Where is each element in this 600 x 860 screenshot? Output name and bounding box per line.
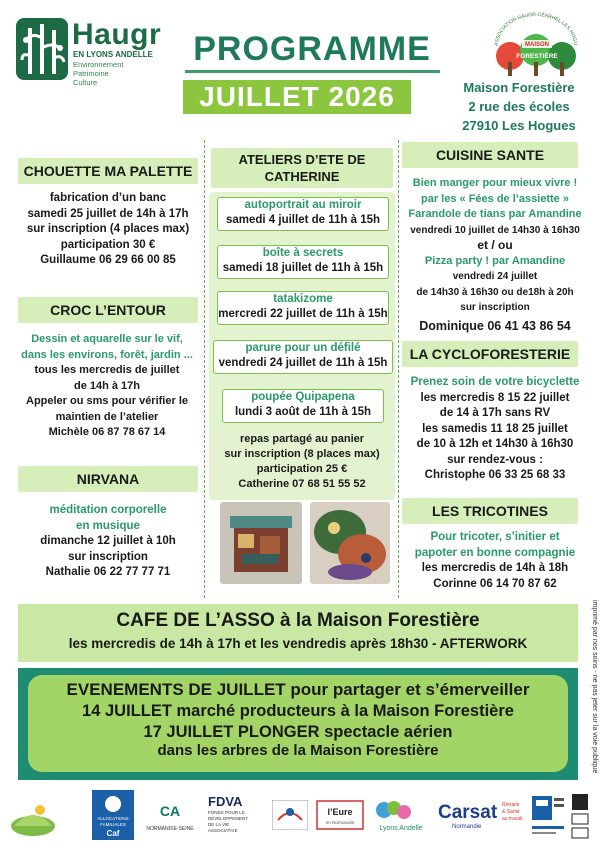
ateliers-info xyxy=(206,432,398,492)
palette-line: sur inscription (4 places max) xyxy=(26,223,190,235)
carsat-logo-icon xyxy=(436,794,524,838)
croc-line: tous les mercredis de juillet xyxy=(34,364,180,376)
nirvana-line: Nathalie 06 22 77 77 71 xyxy=(45,566,171,578)
cyclo-line: les mercredis 8 15 22 juillet xyxy=(420,391,570,404)
fdva-line: ASSOCIATIVE xyxy=(208,828,238,833)
side-note: imprimé par nos soins - ne pas jeter sur la voie publique xyxy=(591,600,598,774)
logo-maison-text: MAISON xyxy=(525,42,549,48)
address-block xyxy=(448,78,590,135)
croc-details xyxy=(10,332,204,441)
textile-photo xyxy=(310,502,390,584)
cuisine-green-line: Bien manger pour mieux vivre ! xyxy=(412,177,578,189)
workshop-date: mercredi 22 juillet de 11h à 15h xyxy=(218,308,388,320)
palette-details xyxy=(12,191,204,269)
ateliers-info-line: sur inscription (8 places max) xyxy=(224,448,380,460)
tricotines-details xyxy=(398,530,592,592)
workshop-card xyxy=(213,340,393,374)
column-divider-left xyxy=(204,140,205,598)
tricotines-line: Corinne 06 14 70 87 62 xyxy=(433,577,557,590)
nirvana-line: sur inscription xyxy=(68,550,148,563)
cuisine-line: de 14h30 à 16h30 ou de18h à 20h xyxy=(416,286,574,298)
croc-green-line: dans les environs, forêt, jardin ... xyxy=(21,348,193,361)
carsat-region: Normandie xyxy=(452,824,482,830)
events-title: EVENEMENTS DE JUILLET pour partager et s’émerveiller xyxy=(66,680,530,699)
workshop-card xyxy=(217,245,389,279)
cuisine-line: vendredi 24 juillet xyxy=(452,271,538,282)
eure-logo-icon xyxy=(316,800,364,830)
cuisine-heading: CUISINE SANTE xyxy=(402,142,578,168)
cuisine-date-1: vendredi 10 juillet de 14h30 à 16h30 xyxy=(410,224,580,236)
cuisine-line: sur inscription xyxy=(460,302,530,313)
ateliers-info-line: Catherine 07 68 51 55 52 xyxy=(238,478,366,490)
ateliers-heading xyxy=(211,148,393,188)
tricotines-heading: LES TRICOTINES xyxy=(402,498,578,524)
maison-forestiere-logo-icon xyxy=(488,12,584,80)
tricotines-green-line: papoter en bonne compagnie xyxy=(414,546,576,559)
palette-line: fabrication d’un banc xyxy=(49,192,167,204)
events-panel xyxy=(28,675,568,772)
nirvana-heading: NIRVANA xyxy=(18,466,198,492)
workshop-name: tatakizome xyxy=(273,293,333,305)
carsat-title: Carsat xyxy=(438,802,498,823)
fdva-line: DÉVELOPPEMENT xyxy=(208,816,249,821)
secret-box-photo xyxy=(220,502,302,584)
cuisine-farandole: Farandole de tians par Amandine xyxy=(408,208,582,220)
croc-green-line: Dessin et aquarelle sur le vif, xyxy=(31,333,183,345)
ateliers-info-line: participation 25 € xyxy=(256,463,348,475)
fdva-title: FDVA xyxy=(208,794,243,809)
program-title: PROGRAMME xyxy=(193,30,431,68)
cyclo-line: de 14 à 17h sans RV xyxy=(439,407,551,419)
fdva-line: FONDS POUR LE xyxy=(208,810,245,815)
cafe-subtitle: les mercredis de 14h à 17h et les vendredis après 18h30 - AFTERWORK xyxy=(68,636,528,651)
logo-name: Haugr xyxy=(72,18,162,51)
ateliers-heading-line: CATHERINE xyxy=(264,169,340,184)
event-line: 17 JUILLET PLONGER spectacle aérien xyxy=(143,723,453,741)
croc-line: Michèle 06 87 78 67 14 xyxy=(48,426,166,438)
cuisine-details xyxy=(398,176,592,334)
workshop-name: boîte à secrets xyxy=(262,247,344,259)
workshop-card xyxy=(217,291,389,325)
palette-line: Guillaume 06 29 66 00 85 xyxy=(40,254,176,266)
logo-tags xyxy=(73,60,123,87)
logo-forestiere-text: FORESTIÈRE xyxy=(516,53,558,60)
program-month: JUILLET 2026 xyxy=(183,80,411,114)
green-landscape-logo-icon xyxy=(10,798,56,838)
croc-heading: CROC L’ENTOUR xyxy=(18,297,198,323)
lyons-andelle-text: Lyons Andelle xyxy=(379,825,423,832)
palette-heading: CHOUETTE MA PALETTE xyxy=(18,158,198,184)
workshop-name: parure pour un défilé xyxy=(245,342,361,354)
region-emblem-logo-icon xyxy=(272,800,308,830)
cyclo-line: les samedis 11 18 25 juillet xyxy=(422,422,568,435)
workshop-card xyxy=(217,197,389,231)
caf-line: ALLOCATIONS xyxy=(97,816,129,821)
croc-line: Appeler ou sms pour vérifier le xyxy=(26,395,188,407)
eure-sub: en Normandie xyxy=(325,820,355,825)
carsat-tag: & Santé xyxy=(502,809,520,815)
eure-title: l’Eure xyxy=(327,807,353,817)
cyclo-details xyxy=(398,375,592,484)
logo-tag: Patrimoine xyxy=(73,69,109,78)
cyclo-line: de 10 à 12h et 14h30 à 16h30 xyxy=(416,438,574,450)
haugr-leaf-logo-icon xyxy=(16,18,68,80)
ca-mark: CA xyxy=(159,803,181,819)
caf-line: Caf xyxy=(106,829,120,838)
credit-agricole-logo-icon xyxy=(140,798,200,838)
workshop-name: autoportrait au miroir xyxy=(244,199,362,211)
title-underline xyxy=(185,70,440,73)
tricotines-green-line: Pour tricoter, s’initier et xyxy=(430,531,560,543)
caf-line: FAMILIALES xyxy=(100,822,126,827)
workshop-date: vendredi 24 juillet de 11h à 15h xyxy=(218,357,388,369)
cyclo-heading: LA CYCLOFORESTERIE xyxy=(402,341,578,367)
ateliers-info-line: repas partagé au panier xyxy=(239,433,365,445)
tricotines-line: les mercredis de 14h à 18h xyxy=(421,562,569,574)
cyclo-line: Christophe 06 33 25 68 33 xyxy=(424,469,566,481)
workshop-name: poupée Quipapena xyxy=(251,391,355,403)
address-line: 2 rue des écoles xyxy=(468,99,570,114)
nirvana-green-line: en musique xyxy=(76,519,140,532)
cuisine-green-line: par les « Fées de l’assiette » xyxy=(421,192,569,205)
cuisine-etou: et / ou xyxy=(477,238,513,252)
logo-tag: Environnement xyxy=(73,60,124,69)
cafe-title: CAFE DE L’ASSO à la Maison Forestière xyxy=(116,610,480,631)
workshop-card xyxy=(222,389,384,423)
event-line: dans les arbres de la Maison Forestière xyxy=(157,742,439,759)
cafe-banner xyxy=(18,604,578,662)
cuisine-contact: Dominique 06 41 43 86 54 xyxy=(419,318,571,333)
croc-line: maintien de l’atelier xyxy=(55,410,159,423)
nirvana-details xyxy=(12,503,204,581)
ateliers-heading-line: ATELIERS D’ETE DE xyxy=(238,152,366,167)
workshop-date: samedi 18 juillet de 11h à 15h xyxy=(222,262,384,274)
address-line: 27910 Les Hogues xyxy=(462,118,576,133)
sponsor-logos xyxy=(10,790,590,842)
cyclo-line: sur rendez-vous : xyxy=(447,453,543,466)
logo-arc-text: ASSOCIATION HAUGR·CÉARHEL·LES HOGU xyxy=(493,12,579,47)
nirvana-green-line: méditation corporelle xyxy=(49,504,167,516)
msa-logo-icon xyxy=(530,794,566,838)
workshop-date: lundi 3 août de 11h à 15h xyxy=(234,406,372,418)
address-line: Maison Forestière xyxy=(463,80,575,95)
carsat-tag: au travail xyxy=(502,816,523,822)
carsat-tag: Retraite xyxy=(502,802,520,808)
logo-tag: Culture xyxy=(73,78,98,87)
nirvana-line: dimanche 12 juillet à 10h xyxy=(40,535,176,547)
event-line: 14 JUILLET marché producteurs à la Maison Forestière xyxy=(82,702,514,720)
fdva-logo-icon xyxy=(206,792,266,840)
caf-logo-icon xyxy=(92,790,134,840)
palette-line: samedi 25 juillet de 14h à 17h xyxy=(27,207,189,220)
lyons-andelle-logo-icon xyxy=(370,796,432,836)
logo-subtitle: EN LYONS ANDELLE xyxy=(73,50,153,59)
fdva-line: DE LA VIE xyxy=(208,822,230,827)
ca-sub: NORMANDIE-SEINE xyxy=(146,826,194,832)
recycle-info-icon xyxy=(570,792,590,840)
workshop-date: samedi 4 juillet de 11h à 15h xyxy=(225,214,381,226)
palette-line: participation 30 € xyxy=(60,238,156,251)
cuisine-pizza: Pizza party ! par Amandine xyxy=(424,254,566,267)
croc-line: de 14h à 17h xyxy=(73,379,141,392)
cyclo-green-line: Prenez soin de votre bicyclette xyxy=(410,376,580,388)
